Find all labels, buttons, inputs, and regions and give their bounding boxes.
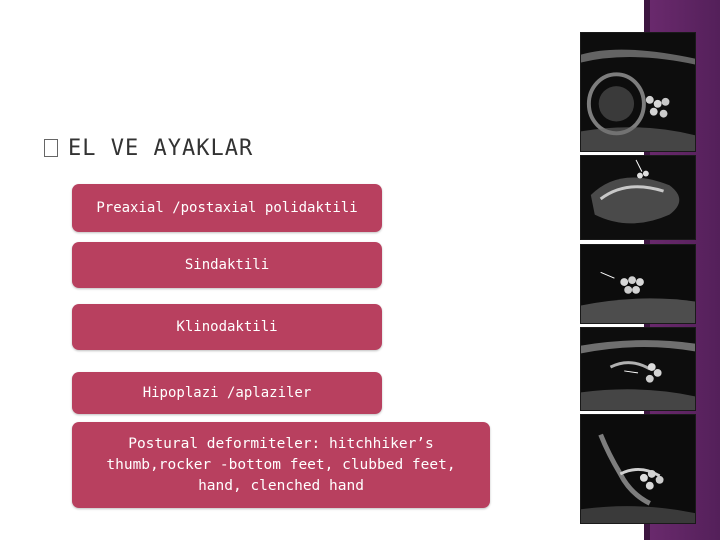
item-label: Preaxial /postaxial polidaktili [96,200,358,216]
item-label: Postural deformiteler: hitchhiker’s thumb,rocker -bottom feet, clubbed feet, hand, clenched hand [106,435,456,494]
item-label: Klinodaktili [176,319,278,335]
ultrasound-image-hand [580,32,696,152]
slide-heading [44,132,253,164]
ultrasound-image-clenched-hand [580,414,696,524]
item-polidaktili [72,184,382,232]
heading-text: EL VE AYAKLAR [68,135,254,161]
item-hipoplazi [72,372,382,414]
item-label: Hipoplazi /aplaziler [142,385,312,401]
ultrasound-image-fingers [580,327,696,411]
ultrasound-image-foot [580,244,696,324]
item-klinodaktili [72,304,382,350]
item-label: Sindaktili [184,257,270,273]
item-sindaktili [72,242,382,288]
item-postural-deformiteler [72,422,490,508]
checkbox-bullet-icon [44,139,58,157]
ultrasound-image-fetus [580,155,696,240]
